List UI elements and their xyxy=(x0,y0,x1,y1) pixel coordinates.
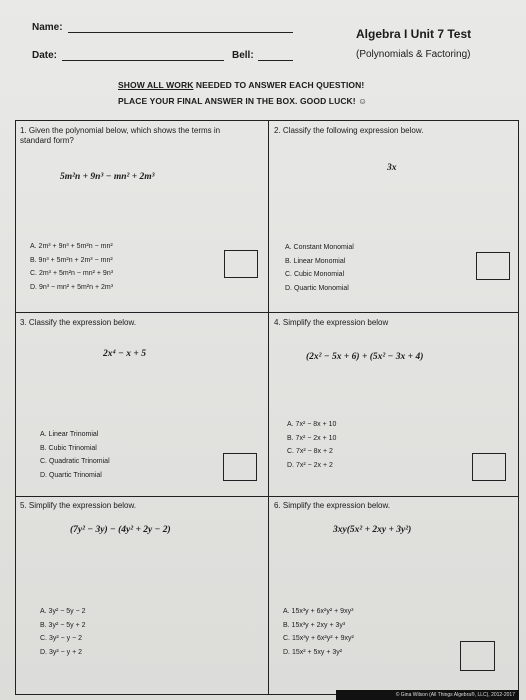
question-6-answer-box[interactable] xyxy=(460,641,495,671)
question-3-answer-box[interactable] xyxy=(223,453,257,481)
question-4-choice-d: D. 7x² − 2x + 2 xyxy=(287,461,333,469)
question-3-choice-a: A. Linear Trinomial xyxy=(40,431,99,438)
question-1-choice-c: C. 2m³ + 5m²n − mn² + 9n³ xyxy=(30,270,114,277)
question-4-choice-b: B. 7x² − 2x + 10 xyxy=(287,434,337,442)
question-1-choice-d: D. 9n³ − mn² + 5m²n + 2m³ xyxy=(30,283,114,291)
question-4-answer-box[interactable] xyxy=(472,453,506,481)
question-3-choice-c: C. Quadratic Trinomial xyxy=(40,458,110,465)
question-5-choice-b: B. 3y² − 5y + 2 xyxy=(40,621,86,629)
question-1-choice-a: A. 2m³ + 9n³ + 5m²n − mn² xyxy=(30,243,113,250)
question-2-choice-a: A. Constant Monomial xyxy=(285,244,354,251)
question-4-prompt: 4. Simplify the expression below xyxy=(274,318,389,327)
question-1-choices xyxy=(30,240,113,294)
instructions-line-2: PLACE YOUR FINAL ANSWER IN THE BOX. GOOD LUCK! ☺ xyxy=(118,96,367,106)
question-5-choice-c: C. 3y² − y − 2 xyxy=(40,635,83,642)
date-line xyxy=(62,60,224,61)
question-5-choice-a: A. 3y² − 5y − 2 xyxy=(40,608,86,615)
date-label: Date: xyxy=(32,50,58,61)
question-5-prompt: 5. Simplify the expression below. xyxy=(20,501,137,510)
question-2-choices xyxy=(285,241,354,295)
question-6-prompt: 6. Simplify the expression below. xyxy=(274,501,391,510)
question-5-choices xyxy=(40,605,86,659)
question-6-choices xyxy=(283,605,354,659)
test-subtitle: (Polynomials & Factoring) xyxy=(356,49,471,60)
question-3-choice-b: B. Cubic Trinomial xyxy=(40,444,97,452)
question-6-choice-a: A. 15x³y + 6x²y² + 9xy³ xyxy=(283,608,354,615)
question-5-choice-d: D. 3y² − y + 2 xyxy=(40,648,83,656)
question-1-choice-b: B. 9n³ + 5m²n + 2m³ − mn² xyxy=(30,256,113,264)
bell-label: Bell: xyxy=(232,50,254,61)
copyright-footer: © Gina Wilson (All Things Algebra®, LLC), 2012-2017 xyxy=(336,690,519,700)
grid-row-divider-1 xyxy=(15,312,519,313)
test-title: Algebra I Unit 7 Test xyxy=(356,27,472,41)
question-2-choice-b: B. Linear Monomial xyxy=(285,257,346,265)
question-4-expression: (2x² − 5x + 6) + (5x² − 3x + 4) xyxy=(306,352,424,362)
question-4-choices xyxy=(287,418,336,472)
show-all-work-underlined: SHOW ALL WORK xyxy=(118,80,194,90)
question-1-prompt: 1. Given the polynomial below, which shows the terms in standard form? xyxy=(20,126,221,145)
question-3-choice-d: D. Quartic Trinomial xyxy=(40,471,102,479)
grid-center-divider xyxy=(268,120,269,695)
question-2-choice-c: C. Cubic Monomial xyxy=(285,271,345,278)
question-2-expression: 3x xyxy=(387,163,397,173)
question-grid xyxy=(15,120,519,695)
question-2-choice-d: D. Quartic Monomial xyxy=(285,284,349,292)
question-6-choice-b: B. 15x³y + 2xy + 3y³ xyxy=(283,621,346,629)
question-4-choice-a: A. 7x² − 8x + 10 xyxy=(287,421,337,428)
question-3-choices xyxy=(40,428,110,482)
question-2-answer-box[interactable] xyxy=(476,252,510,280)
instructions-line-1 xyxy=(118,80,364,90)
question-3-prompt: 3. Classify the expression below. xyxy=(20,318,137,327)
question-5-expression: (7y² − 3y) − (4y² + 2y − 2) xyxy=(70,525,171,535)
instructions-line-1-rest: NEEDED TO ANSWER EACH QUESTION! xyxy=(193,80,365,90)
name-line xyxy=(68,32,293,33)
grid-row-divider-2 xyxy=(15,496,519,497)
question-4-choice-c: C. 7x² − 8x + 2 xyxy=(287,448,333,455)
name-label: Name: xyxy=(32,22,63,33)
question-1-answer-box[interactable] xyxy=(224,250,258,278)
question-1-expression: 5m²n + 9n³ − mn² + 2m³ xyxy=(60,172,155,182)
question-2-prompt: 2. Classify the following expression below. xyxy=(274,126,424,135)
question-6-expression: 3xy(5x² + 2xy + 3y²) xyxy=(333,525,412,535)
question-6-choice-d: D. 15x² + 5xy + 3y² xyxy=(283,648,343,656)
bell-line xyxy=(258,60,293,61)
question-6-choice-c: C. 15x³y + 6x²y² + 9xy² xyxy=(283,635,354,642)
question-3-expression: 2x⁴ − x + 5 xyxy=(103,349,146,359)
